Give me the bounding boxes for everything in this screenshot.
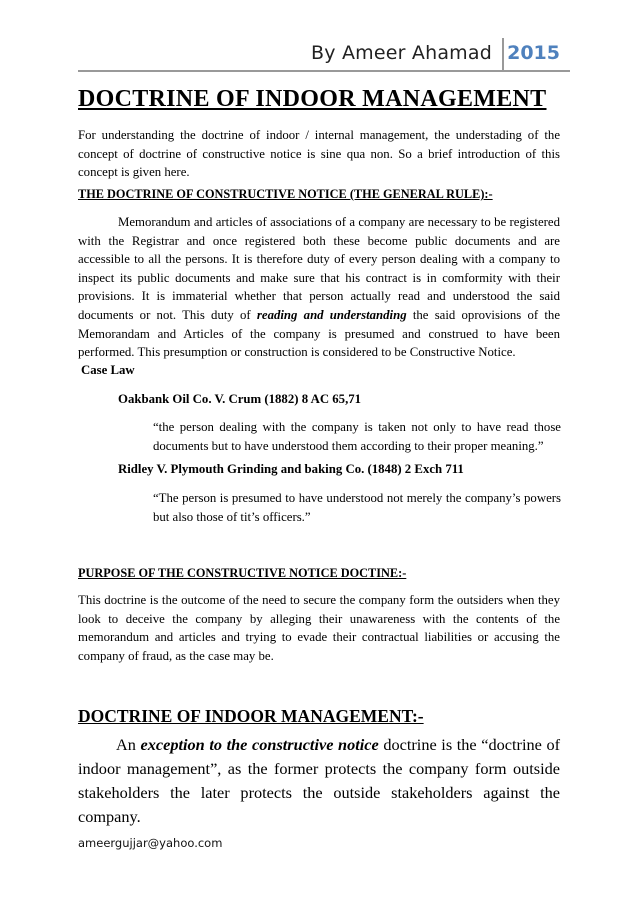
section-heading-constructive-notice: THE DOCTRINE OF CONSTRUCTIVE NOTICE (THE GENERAL RULE):- [78, 187, 493, 201]
header-separator [502, 38, 504, 70]
emphasis-text: exception to the constructive notice [140, 735, 379, 754]
paragraph-text: doctrine is the “doctrine of indoor management”, as the former protects the company form outside stakeholders the later protects the outside stakeholders against the company. [78, 735, 561, 826]
case-quote: “the person dealing with the company is taken not only to have read those documents but to have understood them according to their proper meaning.” [153, 420, 561, 453]
header-year: 2015 [507, 42, 560, 64]
section-heading-indoor-management: DOCTRINE OF INDOOR MANAGEMENT:- [78, 706, 424, 726]
paragraph-text: the said oprovisions of the Memorandam and Articles of the company is presumed and construed to have been performed. This presumption or construction is considered to be Constructive Notice. [78, 307, 560, 360]
constructive-notice-paragraph [78, 213, 560, 362]
paragraph-text: Memorandum and articles of associations of a company are necessary to be registered with the Registrar and once registered both these become public documents and are accessible to all the persons. It is therefore duty of every person dealing with a company to inspect its public documents and make sure that his contract is in comformity with their provisions. It is immaterial whether that person actually read and understood the said documents or not. This duty of [78, 215, 560, 322]
footer-email: ameergujjar@yahoo.com [78, 836, 223, 850]
case-name: Ridley V. Plymouth Grinding and baking Co. (1848) 2 Exch 711 [118, 462, 464, 476]
intro-paragraph: For understanding the doctrine of indoor / internal management, the understading of the concept of doctrine of constructive notice is sine qua non. So a brief introduction of this concept is given here. [78, 128, 560, 180]
section-heading-purpose: PURPOSE OF THE CONSTRUCTIVE NOTICE DOCTINE:- [78, 566, 407, 580]
emphasis-text: reading and understanding [256, 307, 407, 322]
header-rule [78, 70, 570, 72]
purpose-paragraph: This doctrine is the outcome of the need to secure the company form the outsiders when they look to deceive the company by alleging their unawareness with the contents of the memorandum and articles and trying to evade their contractual liabilities or accusing the company of fraud, as the case may be. [78, 593, 560, 663]
indoor-management-paragraph [78, 733, 560, 829]
case-name: Oakbank Oil Co. V. Crum (1882) 8 AC 65,71 [118, 392, 362, 406]
page-title: DOCTRINE OF INDOOR MANAGEMENT [78, 86, 547, 112]
page-header [78, 38, 570, 72]
case-quote: “The person is presumed to have understood not merely the company’s powers but also those of tit’s officers.” [153, 491, 561, 524]
paragraph-text: An [116, 735, 141, 754]
header-author: By Ameer Ahamad [311, 42, 492, 64]
case-law-heading: Case Law [81, 363, 135, 377]
